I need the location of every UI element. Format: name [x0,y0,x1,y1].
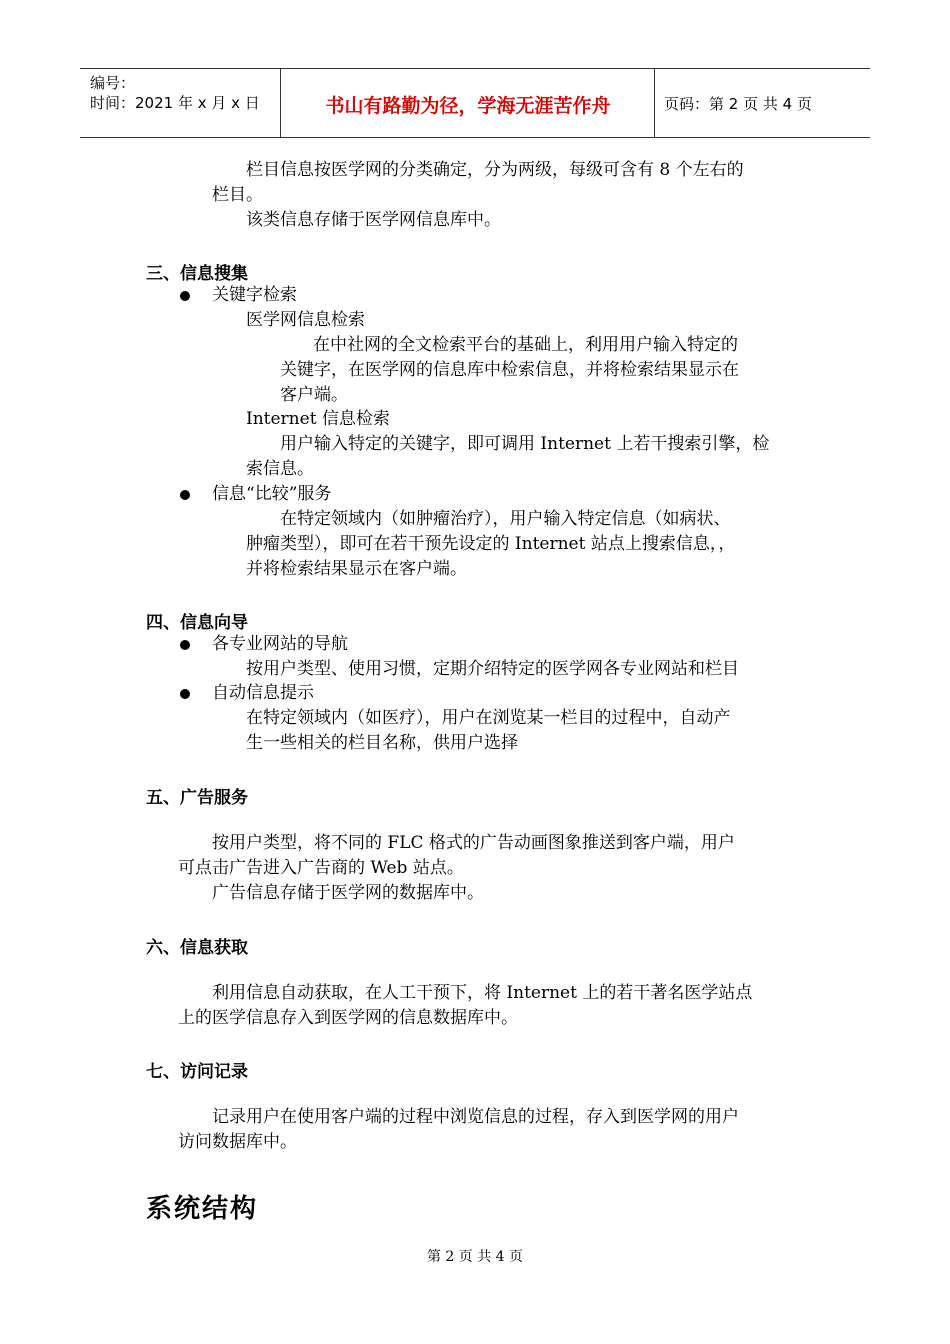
page-header [80,68,870,138]
header-left [90,73,260,113]
bullet-item: 自动信息提示 [212,683,314,703]
paragraph-line: 在特定领域内（如医疗），用户在浏览某一栏目的过程中，自动产 [246,708,731,728]
paragraph-line: 索信息。 [246,459,314,479]
paragraph-line: 利用信息自动获取，在人工干预下，将 Internet 上的若干著名医学站点 [212,983,753,1003]
chapter-heading: 系统结构 [146,1194,259,1224]
paragraph-line: 按用户类型、使用习惯，定期介绍特定的医学网各专业网站和栏目 [246,659,739,679]
bullet-icon [180,291,190,301]
paragraph-line: 上的医学信息存入到医学网的信息数据库中。 [178,1008,518,1028]
bullet-item: 关键字检索 [212,285,297,305]
paragraph-line: 记录用户在使用客户端的过程中浏览信息的过程，存入到医学网的用户 [212,1107,739,1127]
paragraph-line: 生一些相关的栏目名称，供用户选择 [246,733,518,753]
bullet-icon [180,640,190,650]
paragraph-line: 并将检索结果显示在客户端。 [246,559,467,579]
header-page-info: 页码：第 2 页 共 4 页 [664,95,812,113]
paragraph-line: 按用户类型，将不同的 FLC 格式的广告动画图象推送到客户端，用户 [212,833,735,853]
header-divider [654,69,655,137]
section-heading: 三、信息搜集 [146,264,248,284]
intro-line: 栏目信息按医学网的分类确定，分为两级，每级可含有 8 个左右的 [246,160,744,180]
paragraph-line: 关键字，在医学网的信息库中检索信息，并将检索结果显示在 [280,360,739,380]
intro-line: 该类信息存储于医学网信息库中。 [246,210,501,230]
paragraph-line: 访问数据库中。 [178,1132,297,1152]
header-divider [280,69,281,137]
paragraph-line: 肿瘤类型），即可在若干预先设定的 Internet 站点上搜索信息，， [246,534,736,554]
bullet-icon [180,490,190,500]
section-heading: 六、信息获取 [146,938,248,958]
paragraph-line: 可点击广告进入广告商的 Web 站点。 [178,858,464,878]
intro-line: 栏目。 [212,185,263,205]
page-footer: 第 2 页 共 4 页 [426,1249,524,1265]
paragraph-line: 在特定领域内（如肿瘤治疗），用户输入特定信息（如病状、 [280,509,731,529]
subheading: 医学网信息检索 [246,310,365,330]
serial-label: 编号： [90,74,136,92]
subheading: Internet 信息检索 [246,409,390,429]
paragraph-line: 在中社网的全文检索平台的基础上，利用用户输入特定的 [313,335,738,355]
paragraph-line: 用户输入特定的关键字，即可调用 Internet 上若干搜索引擎，检 [280,434,770,454]
section-heading: 四、信息向导 [146,613,248,633]
bullet-item: 各专业网站的导航 [212,634,348,654]
date-line: 时间：2021 年 x 月 x 日 [90,94,260,112]
bullet-item: 信息“比较”服务 [212,484,332,504]
section-heading: 七、访问记录 [146,1062,248,1082]
section-heading: 五、广告服务 [146,788,248,808]
bullet-icon [180,689,190,699]
header-motto: 书山有路勤为径，学海无涯苦作舟 [325,95,611,117]
paragraph-line: 广告信息存储于医学网的数据库中。 [212,883,484,903]
paragraph-line: 客户端。 [280,385,348,405]
